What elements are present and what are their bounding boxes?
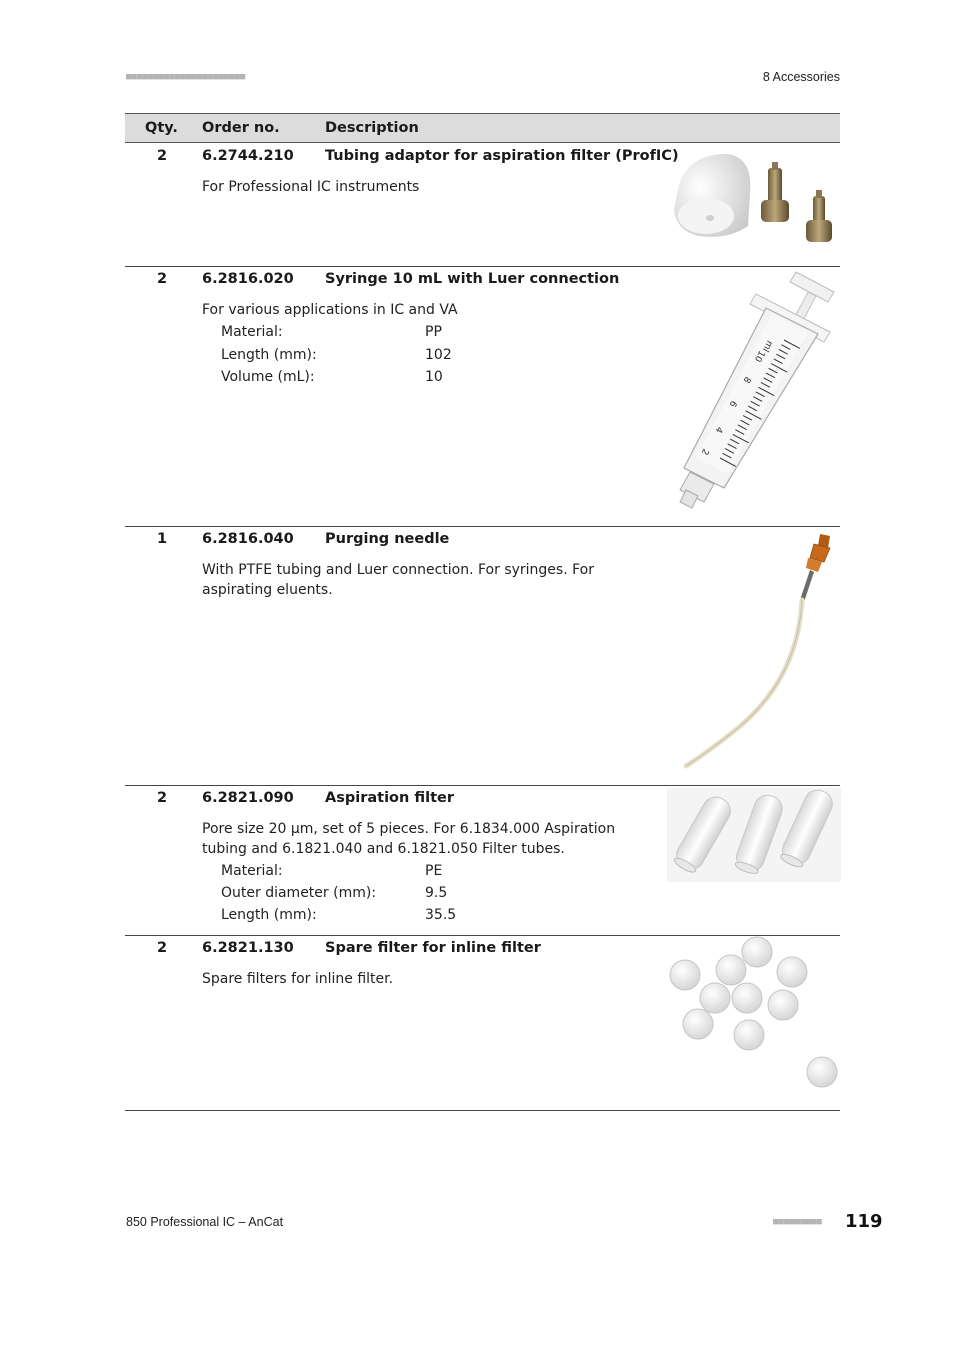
spare-filters-image [664,934,840,1092]
spec-value: PP [425,324,442,340]
row-divider [125,1110,840,1111]
row-order-no: 6.2816.040 [202,531,294,547]
row-order-no: 6.2816.020 [202,271,294,287]
spec-label: Length (mm): [221,347,317,363]
row-order-no: 6.2821.090 [202,790,294,806]
syringe-image [668,268,840,514]
page-number: 119 [845,1211,883,1232]
row-divider [125,785,840,786]
spec-value: 10 [425,369,443,385]
row-divider [125,266,840,267]
row-description: For Professional IC instruments [202,179,420,195]
spec-label: Outer diameter (mm): [221,885,377,901]
header-decoration: ■■■■■■■■■■■■■■■■■■■■■■ [126,72,246,82]
footer-decoration: ■■■■■■■■■ [773,1217,822,1227]
row-title: Syringe 10 mL with Luer connection [325,271,620,287]
row-title: Aspiration filter [325,790,455,806]
row-description: With PTFE tubing and Luer connection. For syringes. For aspirating eluents. [202,562,594,598]
syringe-scale-label: 8 [740,374,753,385]
row-qty: 2 [157,940,168,956]
spec-label: Material: [221,863,283,879]
row-description: Pore size 20 µm, set of 5 pieces. For 6.1834.000 Aspiration tubing and 6.1821.040 and 6.1821.050 Filter tubes. [202,821,616,857]
footer-product-name: 850 Professional IC – AnCat [126,1215,284,1229]
chapter-title: 8 Accessories [762,70,840,84]
row-divider [125,526,840,527]
row-title: Tubing adaptor for aspiration filter (ProfIC) [325,148,679,164]
column-order-no: Order no. [202,120,280,136]
syringe-scale-label: 10 [751,348,767,364]
spec-value: 102 [425,347,452,363]
syringe-scale-label: 2 [698,446,711,457]
row-qty: 2 [157,790,168,806]
spec-label: Material: [221,324,283,340]
tubing-adaptor-image [668,148,840,248]
row-qty: 1 [157,531,168,547]
row-description: For various applications in IC and VA [202,302,458,318]
aspiration-filter-image [667,788,841,882]
row-qty: 2 [157,148,168,164]
row-order-no: 6.2821.130 [202,940,294,956]
spec-value: 35.5 [425,907,457,923]
syringe-scale-label: ml [760,338,775,354]
spec-value: 9.5 [425,885,448,901]
row-qty: 2 [157,271,168,287]
column-description: Description [325,120,419,136]
table-header [125,113,840,143]
spec-label: Length (mm): [221,907,317,923]
spec-label: Volume (mL): [221,369,315,385]
syringe-scale-label: 6 [726,398,739,409]
spec-value: PE [425,863,443,879]
purging-needle-image [668,528,840,774]
row-title: Purging needle [325,531,450,547]
row-title: Spare filter for inline filter [325,940,541,956]
column-qty: Qty. [145,120,178,136]
row-order-no: 6.2744.210 [202,148,294,164]
syringe-scale-label: 4 [712,424,725,435]
row-description: Spare filters for inline filter. [202,971,394,987]
